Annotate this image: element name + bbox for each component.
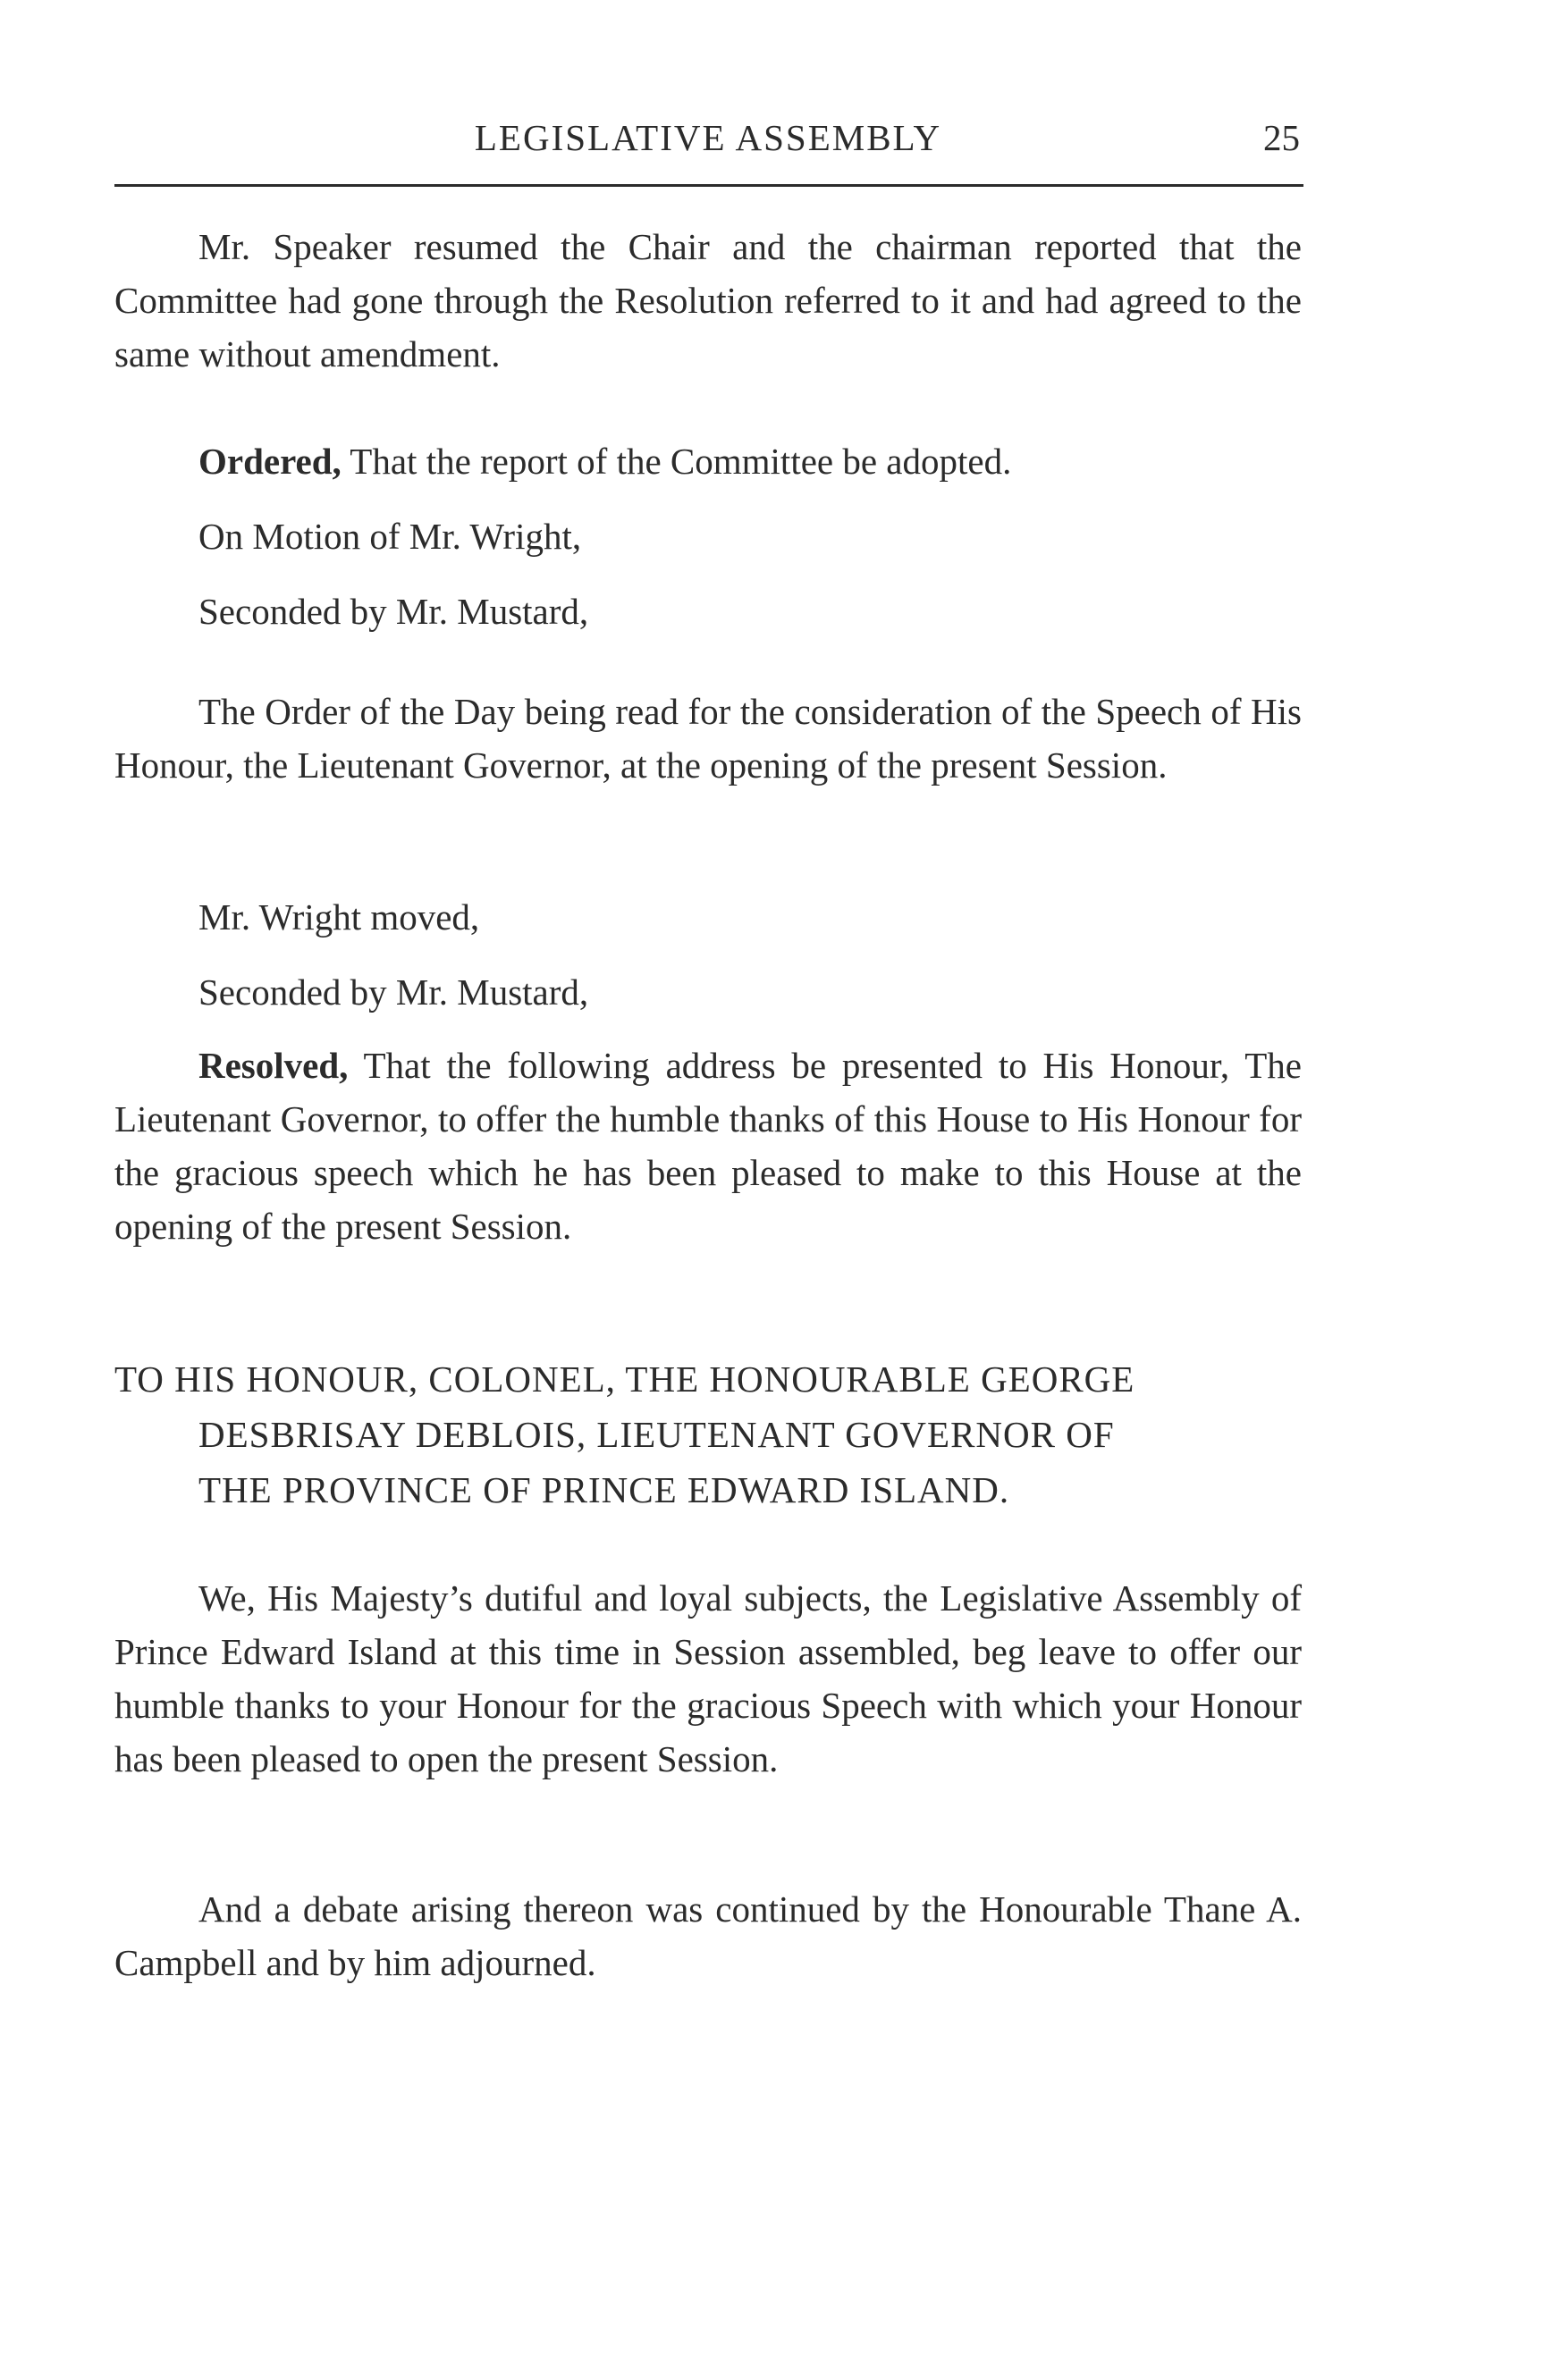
ordered-label: Ordered, [198, 441, 342, 482]
paragraph-text: And a debate arising thereon was continued by the Honourable Thane A. Campbell and by him adjourned. [114, 1888, 1302, 1983]
address-line-2: DESBRISAY DEBLOIS, LIEUTENANT GOVERNOR OF [198, 1414, 1115, 1455]
paragraph-text: Mr. Speaker resumed the Chair and the chairman reported that the Committee had gone through the Resolution referred to it and had agreed to the same without amendment. [114, 226, 1302, 374]
paragraph-ordered [114, 434, 1302, 488]
running-title: LEGISLATIVE ASSEMBLY [474, 117, 942, 158]
paragraph-text: That the report of the Committee be adopted. [341, 441, 1012, 482]
paragraph-motion [114, 509, 1302, 563]
paragraph-text: Seconded by Mr. Mustard, [198, 591, 589, 632]
paragraph-text: On Motion of Mr. Wright, [198, 516, 582, 557]
header-rule [114, 184, 1303, 187]
paragraph-address-body [114, 1571, 1302, 1786]
paragraph-wright-moved [114, 890, 1302, 944]
paragraph-seconded [114, 584, 1302, 638]
page-header [114, 111, 1302, 173]
address-line-1: TO HIS HONOUR, COLONEL, THE HONOURABLE GEORGE [114, 1358, 1135, 1400]
paragraph-order-of-day [114, 685, 1302, 792]
paragraph-speaker-resumed [114, 220, 1302, 381]
paragraph-text: Mr. Wright moved, [198, 896, 480, 938]
paragraph-text: Seconded by Mr. Mustard, [198, 971, 589, 1013]
resolved-label: Resolved, [198, 1045, 349, 1086]
paragraph-debate [114, 1882, 1302, 1989]
paragraph-resolved [114, 1039, 1302, 1253]
paragraph-text: That the following address be presented to His Honour, The Lieutenant Governor, to offer the humble thanks of this House to His Honour for the gracious speech which he has been pleased to make to this House at the opening of the present Session. [114, 1045, 1302, 1247]
address-line-3: THE PROVINCE OF PRINCE EDWARD ISLAND. [198, 1469, 1010, 1510]
page-number: 25 [1263, 117, 1300, 158]
paragraph-text: The Order of the Day being read for the consideration of the Speech of His Honour, the Lieutenant Governor, at the opening of the present Session. [114, 691, 1302, 786]
paragraph-text: We, His Majesty’s dutiful and loyal subjects, the Legislative Assembly of Prince Edward Island at this time in Session assembled, beg leave to offer our humble thanks to your Honour for the gracious Speech with which your Honour has been pleased to open the present Session. [114, 1577, 1302, 1779]
paragraph-seconded-2 [114, 965, 1302, 1019]
address-heading [114, 1351, 1302, 1518]
